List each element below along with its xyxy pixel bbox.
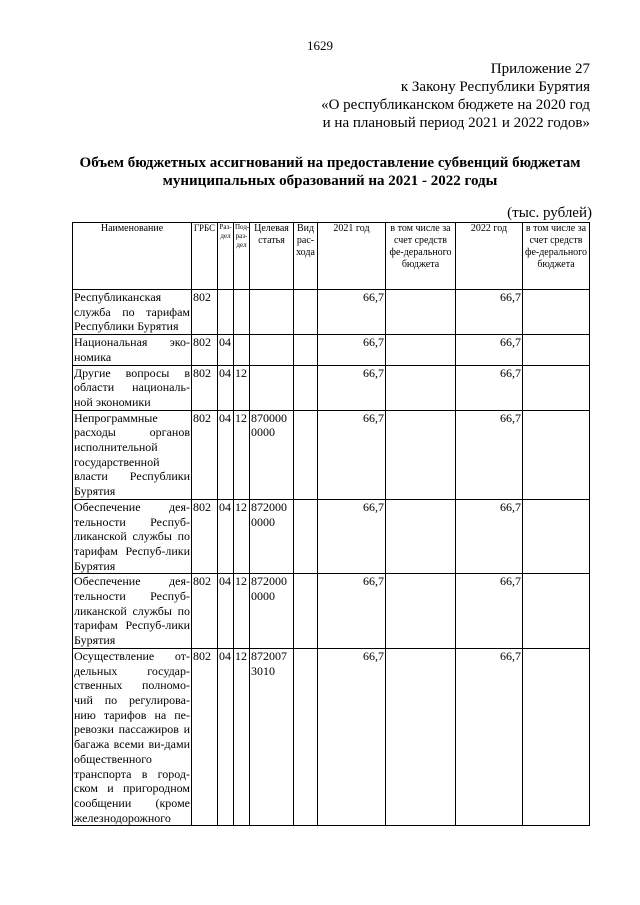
appendix-line: к Закону Республики Бурятия — [400, 79, 590, 95]
cell-2021: 66,7 — [318, 574, 386, 649]
header-2021: 2021 год — [318, 223, 386, 290]
cell-2022: 66,7 — [456, 499, 523, 574]
cell-fed-2022 — [523, 574, 590, 649]
cell-target: 872000 0000 — [250, 499, 294, 574]
table-row — [73, 365, 590, 410]
cell-fed-2022 — [523, 365, 590, 410]
table-body — [73, 290, 590, 826]
cell-podrazdel: 12 — [234, 574, 250, 649]
header-target: Целевая статья — [250, 223, 294, 290]
appendix-line: «О республиканском бюджете на 2020 год — [321, 97, 590, 113]
cell-vid — [294, 574, 318, 649]
cell-name: Национальная эко-номика — [74, 335, 190, 364]
cell-2021: 66,7 — [318, 648, 386, 825]
cell-fed-2022 — [523, 410, 590, 499]
cell-grbs: 802 — [192, 290, 218, 335]
header-name: Наименование — [73, 223, 192, 290]
table-row — [73, 648, 590, 825]
header-2022: 2022 год — [456, 223, 523, 290]
cell-vid — [294, 410, 318, 499]
cell-name: Обеспечение дея-тельности Респуб-ликанской службы по тарифам Респуб-лики Бурятия — [74, 499, 190, 573]
cell-podrazdel — [234, 290, 250, 335]
table-row — [73, 574, 590, 649]
header-razdel: Раз-дел — [218, 223, 234, 290]
cell-2022: 66,7 — [456, 574, 523, 649]
cell-grbs: 802 — [192, 335, 218, 365]
cell-razdel: 04 — [218, 410, 234, 499]
cell-fed-2021 — [386, 335, 456, 365]
cell-fed-2022 — [523, 499, 590, 574]
cell-2021: 66,7 — [318, 410, 386, 499]
cell-grbs: 802 — [192, 574, 218, 649]
header-podrazdel: Под-раз-дел — [234, 223, 250, 290]
cell-fed-2021 — [386, 290, 456, 335]
title-line: Объем бюджетных ассигнований на предоставление субвенций бюджетам — [79, 155, 581, 171]
cell-podrazdel: 12 — [234, 365, 250, 410]
document-title — [60, 154, 600, 190]
cell-fed-2022 — [523, 648, 590, 825]
table-row — [73, 290, 590, 335]
cell-vid — [294, 365, 318, 410]
cell-grbs: 802 — [192, 648, 218, 825]
cell-target: 872007 3010 — [250, 648, 294, 825]
cell-name: Непрограммные расходы органов исполнительной государственной власти Республики Бурятия — [74, 410, 190, 499]
cell-vid — [294, 290, 318, 335]
header-fed-2022: в том числе за счет средств фе-дерального бюджета — [523, 223, 590, 290]
cell-2022: 66,7 — [456, 290, 523, 335]
table-row — [73, 335, 590, 365]
cell-vid — [294, 335, 318, 365]
title-line: муниципальных образований на 2021 - 2022 годы — [162, 173, 498, 189]
cell-podrazdel: 12 — [234, 410, 250, 499]
appendix-header — [321, 60, 590, 132]
cell-grbs: 802 — [192, 499, 218, 574]
cell-fed-2021 — [386, 410, 456, 499]
cell-2021: 66,7 — [318, 290, 386, 335]
cell-podrazdel — [234, 335, 250, 365]
cell-name: Осуществление от-дельных государ-ственных полномо-чий по регулирова-нию тарифов на пе-ревозки пассажиров и багажа всеми ви-дами общественного транспорта в город-ском и пригородном сообщении (кроме железнодорожного — [74, 648, 190, 825]
cell-target — [250, 290, 294, 335]
cell-2022: 66,7 — [456, 335, 523, 365]
cell-2022: 66,7 — [456, 648, 523, 825]
cell-2022: 66,7 — [456, 365, 523, 410]
units-label: (тыс. рублей) — [507, 205, 592, 221]
cell-2021: 66,7 — [318, 335, 386, 365]
cell-fed-2021 — [386, 648, 456, 825]
cell-vid — [294, 499, 318, 574]
header-vid: Вид рас-хода — [294, 223, 318, 290]
cell-razdel: 04 — [218, 648, 234, 825]
cell-2021: 66,7 — [318, 365, 386, 410]
cell-target — [250, 335, 294, 365]
header-grbs: ГРБС — [192, 223, 218, 290]
cell-fed-2021 — [386, 574, 456, 649]
cell-name: Другие вопросы в области националь-ной экономики — [74, 365, 190, 409]
cell-2021: 66,7 — [318, 499, 386, 574]
cell-razdel: 04 — [218, 335, 234, 365]
cell-razdel — [218, 290, 234, 335]
cell-vid — [294, 648, 318, 825]
cell-fed-2021 — [386, 365, 456, 410]
table-header — [73, 223, 590, 290]
appendix-line: Приложение 27 — [490, 61, 590, 77]
appendix-line: и на плановый период 2021 и 2022 годов» — [322, 115, 590, 131]
cell-name: Республиканская служба по тарифам Республики Бурятия — [74, 290, 190, 334]
cell-name: Обеспечение дея-тельности Респуб-ликанской службы по тарифам Респуб-лики Бурятия — [74, 574, 190, 648]
cell-podrazdel: 12 — [234, 648, 250, 825]
table-row — [73, 410, 590, 499]
cell-2022: 66,7 — [456, 410, 523, 499]
budget-table — [72, 222, 590, 826]
cell-fed-2022 — [523, 335, 590, 365]
cell-razdel: 04 — [218, 365, 234, 410]
table-row — [73, 499, 590, 574]
cell-podrazdel: 12 — [234, 499, 250, 574]
cell-fed-2021 — [386, 499, 456, 574]
cell-razdel: 04 — [218, 574, 234, 649]
cell-grbs: 802 — [192, 365, 218, 410]
cell-fed-2022 — [523, 290, 590, 335]
cell-target: 872000 0000 — [250, 574, 294, 649]
cell-grbs: 802 — [192, 410, 218, 499]
page-number: 1629 — [307, 38, 333, 53]
cell-target: 870000 0000 — [250, 410, 294, 499]
header-fed-2021: в том числе за счет средств фе-дерального бюджета — [386, 223, 456, 290]
cell-target — [250, 365, 294, 410]
cell-razdel: 04 — [218, 499, 234, 574]
